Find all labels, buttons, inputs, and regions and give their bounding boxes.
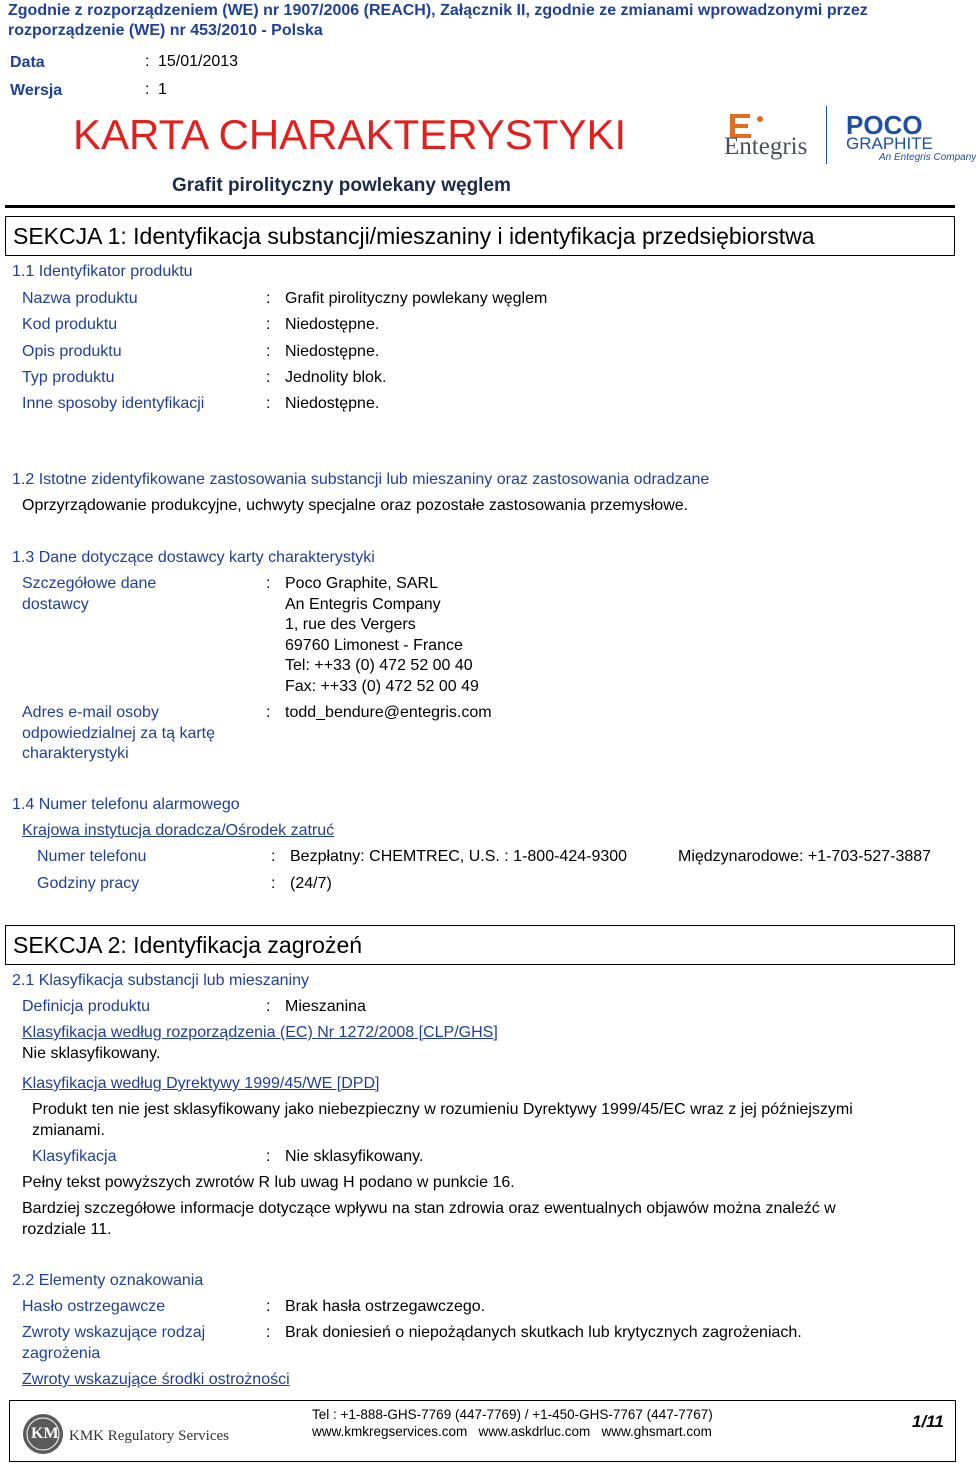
s12-heading: 1.2 Istotne zidentyfikowane zastosowania substancji lub mieszaniny oraz zastosowania odradzane: [12, 471, 710, 488]
poco-tagline: An Entegris Company: [879, 152, 976, 163]
kmk-monogram: KM: [31, 1425, 59, 1442]
date-value: 15/01/2013: [158, 53, 239, 70]
section-1-header: [5, 216, 955, 256]
section-2-title: SEKCJA 2: Identyfikacja zagrożeń: [13, 932, 363, 958]
dpd-text-2: zmianami.: [32, 1122, 105, 1139]
s11-colon-2: :: [266, 343, 271, 360]
hazard-value: Brak doniesień o niepożądanych skutkach lub krytycznych zagrożeniach.: [285, 1324, 802, 1341]
phone-intl: Międzynarodowe: +1-703-527-3887: [678, 848, 932, 865]
entegris-wordmark: Entegris: [724, 133, 808, 160]
footer-tel: Tel : +1-888-GHS-7769 (447-7769) / +1-450-GHS-7767 (447-7767): [312, 1407, 713, 1422]
main-title: KARTA CHARAKTERYSTYKI: [73, 111, 627, 158]
section-2-header: [5, 925, 955, 965]
signal-word-label: Hasło ostrzegawcze: [22, 1298, 166, 1315]
classification-value: Nie sklasyfikowany.: [285, 1148, 424, 1165]
poco-logo: [845, 110, 976, 166]
email-label-1: Adres e-mail osoby: [22, 704, 159, 721]
supplier-line-2: 1, rue des Vergers: [285, 616, 416, 633]
s12-text: Oprzyrządowanie produkcyjne, uchwyty specjalne oraz pozostałe zastosowania przemysłowe.: [22, 497, 689, 514]
clp-heading: Klasyfikacja według rozporządzenia (EC) Nr 1272/2008 [CLP/GHS]: [22, 1024, 498, 1041]
kmk-logo-icon: [22, 1413, 64, 1455]
signal-word-value: Brak hasła ostrzegawczego.: [285, 1298, 486, 1315]
health-note-2: rozdziale 11.: [22, 1221, 112, 1238]
graphite-wordmark: GRAPHITE: [846, 134, 933, 153]
regulation-line-1: Zgodnie z rozporządzeniem (WE) nr 1907/2006 (REACH), Załącznik II, zgodnie ze zmianami wprowadzonymi przez: [8, 2, 868, 19]
s11-label-1: Kod produktu: [22, 316, 118, 333]
s11-value-1: Niedostępne.: [285, 316, 380, 333]
poco-wordmark: POCO: [846, 110, 923, 140]
s11-label-3: Typ produktu: [22, 369, 115, 386]
s11-value-4: Niedostępne.: [285, 395, 380, 412]
hazard-colon: :: [266, 1324, 271, 1341]
s11-label-4: Inne sposoby identyfikacji: [22, 395, 205, 412]
s11-value-3: Jednolity blok.: [285, 369, 387, 386]
footer-web[interactable]: www.kmkregservices.com www.askdrluc.com www.ghsmart.com: [312, 1424, 712, 1439]
phone-label: Numer telefonu: [37, 848, 147, 865]
s21-heading: 2.1 Klasyfikacja substancji lub mieszaniny: [12, 972, 310, 989]
s11-colon-3: :: [266, 369, 271, 386]
supplier-line-4: Tel: ++33 (0) 472 52 00 40: [285, 657, 473, 674]
hours-value: (24/7): [290, 875, 332, 892]
supplier-line-3: 69760 Limonest - France: [285, 637, 463, 654]
version-label: Wersja: [10, 82, 63, 99]
fulltext-note: Pełny tekst powyższych zwrotów R lub uwag H podano w punkcie 16.: [22, 1174, 515, 1191]
s11-label-2: Opis produktu: [22, 343, 122, 360]
email-colon: :: [266, 704, 271, 721]
dpd-text-1: Produkt ten nie jest sklasyfikowany jako niebezpieczny w rozumieniu Dyrektywy 1999/45/EC wraz z jej późniejszymi: [32, 1101, 853, 1118]
precaution-heading: Zwroty wskazujące środki ostrożności: [22, 1371, 290, 1388]
s13-heading: 1.3 Dane dotyczące dostawcy karty charakterystyki: [12, 549, 375, 566]
classification-colon: :: [266, 1148, 271, 1165]
dpd-heading: Klasyfikacja według Dyrektywy 1999/45/WE [DPD]: [22, 1075, 380, 1092]
date-colon: :: [145, 53, 150, 70]
kmk-company-name: KMK Regulatory Services: [69, 1428, 229, 1444]
phone-value: Bezpłatny: CHEMTREC, U.S. : 1-800-424-9300: [290, 848, 628, 865]
header-rule: [5, 205, 955, 208]
hours-colon: :: [271, 875, 276, 892]
s11-colon-1: :: [266, 316, 271, 333]
page-number: 1/11: [912, 1412, 944, 1431]
hazard-label-1: Zwroty wskazujące rodzaj: [22, 1324, 206, 1341]
s11-colon-4: :: [266, 395, 271, 412]
email-value[interactable]: todd_bendure@entegris.com: [285, 704, 492, 721]
regulation-line-2: rozporządzenie (WE) nr 453/2010 - Polska: [8, 22, 323, 39]
supplier-line-1: An Entegris Company: [285, 596, 441, 613]
email-label-2: odpowiedzialnej za tą kartę: [22, 725, 216, 742]
logo-divider: [826, 106, 827, 164]
signal-word-colon: :: [266, 1298, 271, 1315]
s11-value-0: Grafit pirolityczny powlekany węglem: [285, 290, 548, 307]
definition-label: Definicja produktu: [22, 998, 151, 1015]
classification-label: Klasyfikacja: [32, 1148, 117, 1165]
hours-label: Godziny pracy: [37, 875, 140, 892]
definition-value: Mieszanina: [285, 998, 366, 1015]
health-note-1: Bardziej szczegółowe informacje dotyczące wpływu na stan zdrowia oraz ewentualnych objawów można znaleźć w: [22, 1200, 836, 1217]
supplier-line-5: Fax: ++33 (0) 472 52 00 49: [285, 678, 479, 695]
s14-heading: 1.4 Numer telefonu alarmowego: [12, 796, 240, 813]
version-value: 1: [158, 81, 167, 98]
definition-colon: :: [266, 998, 271, 1015]
s11-value-2: Niedostępne.: [285, 343, 380, 360]
section-1-title: SEKCJA 1: Identyfikacja substancji/mieszaniny i identyfikacja przedsiębiorstwa: [13, 223, 815, 249]
s22-heading: 2.2 Elementy oznakowania: [12, 1272, 204, 1289]
s14-subheading: Krajowa instytucja doradcza/Ośrodek zatruć: [22, 822, 335, 839]
email-label-3: charakterystyki: [22, 745, 129, 762]
s11-colon-0: :: [266, 290, 271, 307]
supplier-label-2: dostawcy: [22, 596, 89, 613]
version-colon: :: [145, 81, 150, 98]
supplier-label-1: Szczegółowe dane: [22, 575, 157, 592]
hazard-label-2: zagrożenia: [22, 1345, 101, 1362]
entegris-logo: [724, 110, 814, 162]
phone-colon: :: [271, 848, 276, 865]
s11-label-0: Nazwa produktu: [22, 290, 138, 307]
supplier-colon: :: [266, 575, 271, 592]
date-label: Data: [10, 54, 45, 71]
clp-value: Nie sklasyfikowany.: [22, 1045, 161, 1062]
supplier-line-0: Poco Graphite, SARL: [285, 575, 438, 592]
s11-heading: 1.1 Identyfikator produktu: [12, 263, 193, 280]
product-subtitle: Grafit pirolityczny powlekany węglem: [172, 175, 511, 196]
